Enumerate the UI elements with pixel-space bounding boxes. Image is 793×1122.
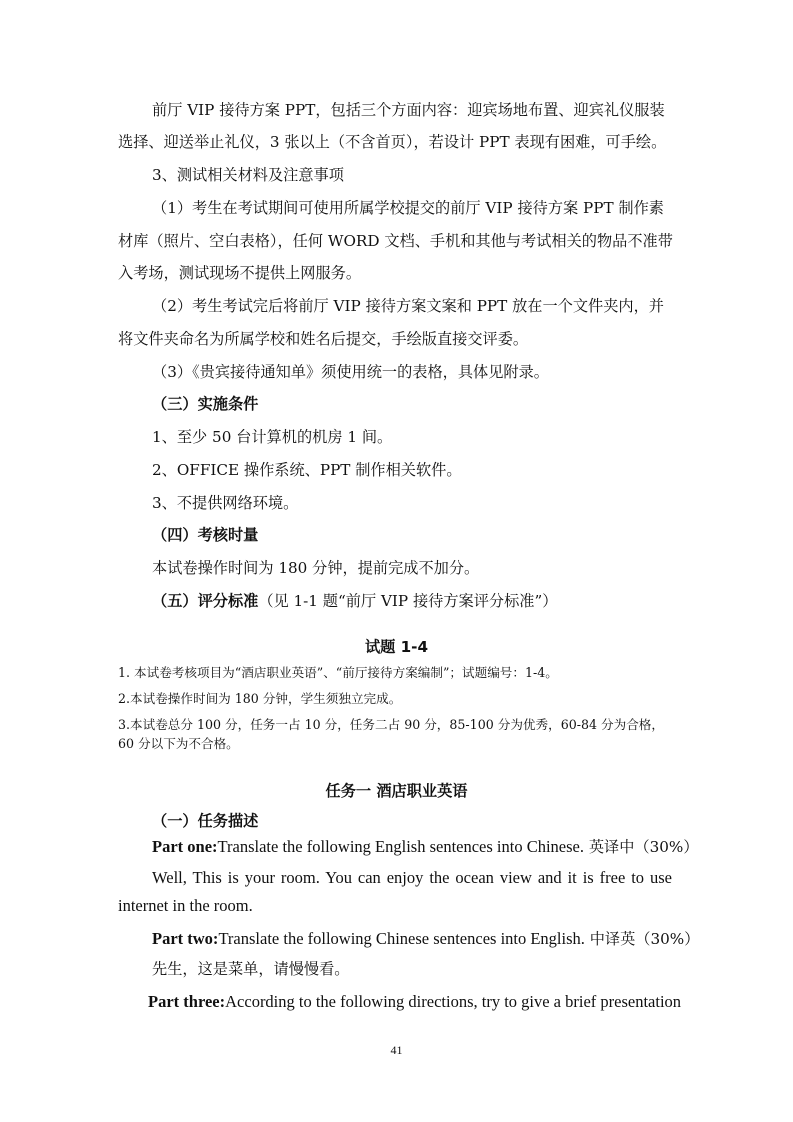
section-3-heading: 3、测试相关材料及注意事项 xyxy=(152,166,344,184)
task-description-heading: （一）任务描述 xyxy=(152,812,259,830)
part-three-instruction xyxy=(148,991,681,1013)
exam-title: 试题 1-4 xyxy=(364,638,429,656)
part-one-label: Part one: xyxy=(152,837,218,856)
part-two-label: Part two: xyxy=(152,929,219,948)
part-two-instruction xyxy=(152,928,699,950)
heading-criteria-label: （五）评分标准 xyxy=(152,592,259,610)
part-one-cn: 英译中（30%） xyxy=(584,838,699,856)
part-one-sentence-line-2: internet in the room. xyxy=(118,896,253,915)
part-three-text: According to the following directions, try to give a brief presentation xyxy=(225,992,682,1011)
note-3: （3）《贵宾接待通知单》须使用统一的表格，具体见附录。 xyxy=(152,363,549,381)
page-number: 41 xyxy=(390,1043,403,1057)
heading-time: （四）考核时量 xyxy=(152,526,259,544)
note-1-line-2: 材库（照片、空白表格），任何 WORD 文档、手机和其他与考试相关的物品不准带 xyxy=(118,232,673,250)
part-three-label: Part three: xyxy=(148,992,226,1011)
time-text: 本试卷操作时间为 180 分钟，提前完成不加分。 xyxy=(152,559,480,577)
part-two-sentence: 先生，这是菜单，请慢慢看。 xyxy=(152,960,350,978)
exam-info-item-2: 2.本试卷操作时间为 180 分钟，学生须独立完成。 xyxy=(118,691,402,706)
part-one-text: Translate the following English sentences into Chinese. xyxy=(217,837,584,856)
heading-criteria-note: （见 1-1 题“前厅 VIP 接待方案评分标准”） xyxy=(258,592,558,610)
exam-info-item-3-line-2: 60 分以下为不合格。 xyxy=(118,736,239,751)
condition-1: 1、至少 50 台计算机的机房 1 间。 xyxy=(152,428,393,446)
note-1-line-1: （1）考生在考试期间可使用所属学校提交的前厅 VIP 接待方案 PPT 制作素 xyxy=(152,199,664,217)
part-one-sentence-line-1: Well, This is your room. You can enjoy the ocean view and it is free to use xyxy=(152,868,672,887)
task-1-title: 任务一 酒店职业英语 xyxy=(325,782,468,800)
exam-info-item-3-line-1: 3.本试卷总分 100 分，任务一占 10 分，任务二占 90 分，85-100 分为优秀，60-84 分为合格， xyxy=(118,717,664,732)
condition-2: 2、OFFICE 操作系统、PPT 制作相关软件。 xyxy=(152,461,462,479)
heading-criteria xyxy=(152,590,557,612)
heading-conditions: （三）实施条件 xyxy=(152,395,259,413)
note-2-line-1: （2）考生考试完后将前厅 VIP 接待方案文案和 PPT 放在一个文件夹内，并 xyxy=(152,297,664,315)
intro-paragraph-line-1: 前厅 VIP 接待方案 PPT，包括三个方面内容：迎宾场地布置、迎宾礼仪服装 xyxy=(152,101,665,119)
part-two-text: Translate the following Chinese sentences into English. xyxy=(218,929,585,948)
part-one-instruction xyxy=(152,836,699,858)
condition-3: 3、不提供网络环境。 xyxy=(152,494,299,512)
part-two-cn: 中译英（30%） xyxy=(584,930,700,948)
intro-paragraph-line-2: 选择、迎送举止礼仪，3 张以上（不含首页），若设计 PPT 表现有困难，可手绘。 xyxy=(118,133,667,151)
note-1-line-3: 入考场，测试现场不提供上网服务。 xyxy=(118,264,361,282)
note-2-line-2: 将文件夹命名为所属学校和姓名后提交，手绘版直接交评委。 xyxy=(118,330,529,348)
exam-info-item-1: 1. 本试卷考核项目为“酒店职业英语”、“前厅接待方案编制”；试题编号：1-4。 xyxy=(118,665,558,680)
